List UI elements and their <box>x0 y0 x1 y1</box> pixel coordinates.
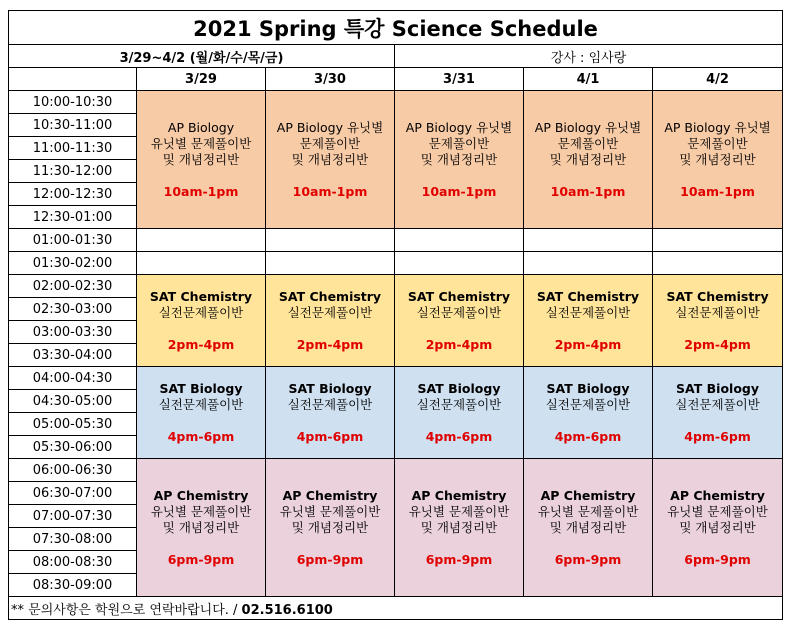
footer-text: ** 문의사항은 학원으로 연락바랍니다. / <box>11 602 242 618</box>
class-name: AP Biology 유닛별 <box>534 119 642 135</box>
day-header: 3/31 <box>395 68 524 91</box>
class-time: 10am-1pm <box>163 183 239 199</box>
class-name: SAT Biology <box>417 380 501 396</box>
class-time: 4pm-6pm <box>425 428 493 444</box>
time-slot: 10:30-11:00 <box>9 114 137 137</box>
class-name: SAT Biology <box>288 380 372 396</box>
class-description: 유닛별 문제풀이반 <box>667 503 768 519</box>
class-name: SAT Chemistry <box>536 288 640 304</box>
class-block-ap-chem <box>524 459 653 597</box>
class-time: 2pm-4pm <box>296 336 364 352</box>
class-time: 2pm-4pm <box>684 336 751 352</box>
class-block-ap-bio <box>395 91 524 229</box>
class-block-ap-bio <box>137 91 266 229</box>
class-block-sat-bio <box>266 367 395 459</box>
time-slot: 08:00-08:30 <box>9 551 137 574</box>
class-description: 실전문제풀이반 <box>158 396 244 412</box>
class-name: SAT Biology <box>676 380 759 396</box>
day-header: 4/2 <box>653 68 783 91</box>
time-slot: 08:30-09:00 <box>9 574 137 597</box>
class-name: AP Chemistry <box>153 487 249 503</box>
class-description: 실전문제풀이반 <box>287 304 373 320</box>
empty-cell <box>524 252 653 275</box>
class-time: 10am-1pm <box>292 183 368 199</box>
time-slot: 07:00-07:30 <box>9 505 137 528</box>
time-slot: 11:00-11:30 <box>9 137 137 160</box>
class-block-ap-bio <box>653 91 783 229</box>
time-slot: 04:00-04:30 <box>9 367 137 390</box>
empty-cell <box>137 252 266 275</box>
class-description: 유닛별 문제풀이반 <box>150 135 252 151</box>
class-time: 6pm-9pm <box>425 551 493 567</box>
class-description-2: 및 개념정리반 <box>549 519 627 535</box>
class-time: 10am-1pm <box>680 183 755 199</box>
class-time: 2pm-4pm <box>167 336 235 352</box>
class-description: 실전문제풀이반 <box>416 396 502 412</box>
empty-cell <box>653 229 783 252</box>
class-description-2: 및 개념정리반 <box>162 151 240 167</box>
class-time: 6pm-9pm <box>554 551 622 567</box>
class-name: SAT Biology <box>159 380 243 396</box>
date-range: 3/29~4/2 (월/화/수/목/금) <box>9 45 395 68</box>
schedule-row <box>9 367 783 390</box>
class-name: AP Biology 유닛별 <box>276 119 384 135</box>
schedule-row <box>9 459 783 482</box>
class-time: 2pm-4pm <box>554 336 622 352</box>
time-slot: 04:30-05:00 <box>9 390 137 413</box>
class-block-sat-bio <box>524 367 653 459</box>
day-header: 3/30 <box>266 68 395 91</box>
class-description-2: 및 개념정리반 <box>291 151 369 167</box>
class-block-sat-chem <box>137 275 266 367</box>
class-block-sat-bio <box>137 367 266 459</box>
class-description: 실전문제풀이반 <box>675 396 760 412</box>
schedule-row <box>9 229 783 252</box>
class-name: SAT Chemistry <box>149 288 253 304</box>
schedule-row <box>9 91 783 114</box>
time-slot: 02:30-03:00 <box>9 298 137 321</box>
class-time: 4pm-6pm <box>296 428 364 444</box>
class-description: 유닛별 문제풀이반 <box>150 503 252 519</box>
schedule-row <box>9 252 783 275</box>
class-description-2: 및 개념정리반 <box>291 519 369 535</box>
class-name: AP Chemistry <box>540 487 636 503</box>
empty-cell <box>137 229 266 252</box>
class-name: SAT Chemistry <box>278 288 382 304</box>
schedule-table <box>8 10 783 620</box>
class-description-2: 및 개념정리반 <box>420 151 498 167</box>
day-header: 4/1 <box>524 68 653 91</box>
class-name: AP Chemistry <box>411 487 507 503</box>
class-description: 실전문제풀이반 <box>545 396 631 412</box>
corner-cell <box>9 68 137 91</box>
class-description-2: 및 개념정리반 <box>162 519 240 535</box>
empty-cell <box>524 229 653 252</box>
time-slot: 01:30-02:00 <box>9 252 137 275</box>
time-slot: 10:00-10:30 <box>9 91 137 114</box>
time-slot: 05:00-05:30 <box>9 413 137 436</box>
schedule-title: 2021 Spring 특강 Science Schedule <box>9 11 783 45</box>
footer-note <box>9 597 783 620</box>
class-time: 6pm-9pm <box>296 551 364 567</box>
class-description-2: 및 개념정리반 <box>549 151 627 167</box>
class-name: AP Chemistry <box>282 487 378 503</box>
class-description: 실전문제풀이반 <box>287 396 373 412</box>
class-description-2: 및 개념정리반 <box>679 519 756 535</box>
class-description: 문제풀이반 <box>687 135 748 151</box>
time-slot: 05:30-06:00 <box>9 436 137 459</box>
time-slot: 12:30-01:00 <box>9 206 137 229</box>
class-block-sat-chem <box>524 275 653 367</box>
class-block-sat-bio <box>653 367 783 459</box>
class-block-sat-chem <box>653 275 783 367</box>
class-name: AP Chemistry <box>670 487 765 503</box>
time-slot: 06:30-07:00 <box>9 482 137 505</box>
class-description: 유닛별 문제풀이반 <box>537 503 639 519</box>
time-slot: 12:00-12:30 <box>9 183 137 206</box>
class-description: 문제풀이반 <box>299 135 361 151</box>
instructor: 강사 : 임사랑 <box>395 45 783 68</box>
class-description: 문제풀이반 <box>557 135 619 151</box>
class-name: AP Biology <box>167 119 235 135</box>
empty-cell <box>395 252 524 275</box>
class-description: 유닛별 문제풀이반 <box>279 503 381 519</box>
class-name: SAT Biology <box>546 380 630 396</box>
empty-cell <box>266 252 395 275</box>
footer-phone: 02.516.6100 <box>241 602 333 618</box>
schedule-row <box>9 275 783 298</box>
class-time: 10am-1pm <box>550 183 626 199</box>
class-description: 실전문제풀이반 <box>416 304 502 320</box>
class-name: AP Biology 유닛별 <box>664 119 771 135</box>
class-description: 실전문제풀이반 <box>675 304 760 320</box>
class-block-ap-chem <box>395 459 524 597</box>
empty-cell <box>653 252 783 275</box>
class-description: 실전문제풀이반 <box>545 304 631 320</box>
class-time: 4pm-6pm <box>684 428 751 444</box>
time-slot: 07:30-08:00 <box>9 528 137 551</box>
class-time: 6pm-9pm <box>684 551 751 567</box>
class-name: AP Biology 유닛별 <box>405 119 513 135</box>
class-description: 실전문제풀이반 <box>158 304 244 320</box>
class-description-2: 및 개념정리반 <box>679 151 756 167</box>
class-block-ap-chem <box>137 459 266 597</box>
class-description: 유닛별 문제풀이반 <box>408 503 510 519</box>
class-block-ap-chem <box>653 459 783 597</box>
time-slot: 01:00-01:30 <box>9 229 137 252</box>
class-name: SAT Chemistry <box>666 288 769 304</box>
empty-cell <box>395 229 524 252</box>
day-header: 3/29 <box>137 68 266 91</box>
class-description-2: 및 개념정리반 <box>420 519 498 535</box>
class-block-ap-chem <box>266 459 395 597</box>
time-slot: 03:30-04:00 <box>9 344 137 367</box>
time-slot: 02:00-02:30 <box>9 275 137 298</box>
time-slot: 11:30-12:00 <box>9 160 137 183</box>
time-slot: 06:00-06:30 <box>9 459 137 482</box>
class-time: 10am-1pm <box>421 183 497 199</box>
class-block-sat-chem <box>266 275 395 367</box>
class-time: 4pm-6pm <box>167 428 235 444</box>
class-block-ap-bio <box>266 91 395 229</box>
class-time: 6pm-9pm <box>167 551 235 567</box>
class-time: 4pm-6pm <box>554 428 622 444</box>
empty-cell <box>266 229 395 252</box>
class-description: 문제풀이반 <box>428 135 490 151</box>
class-name: SAT Chemistry <box>407 288 511 304</box>
time-slot: 03:00-03:30 <box>9 321 137 344</box>
class-time: 2pm-4pm <box>425 336 493 352</box>
class-block-sat-bio <box>395 367 524 459</box>
class-block-sat-chem <box>395 275 524 367</box>
class-block-ap-bio <box>524 91 653 229</box>
